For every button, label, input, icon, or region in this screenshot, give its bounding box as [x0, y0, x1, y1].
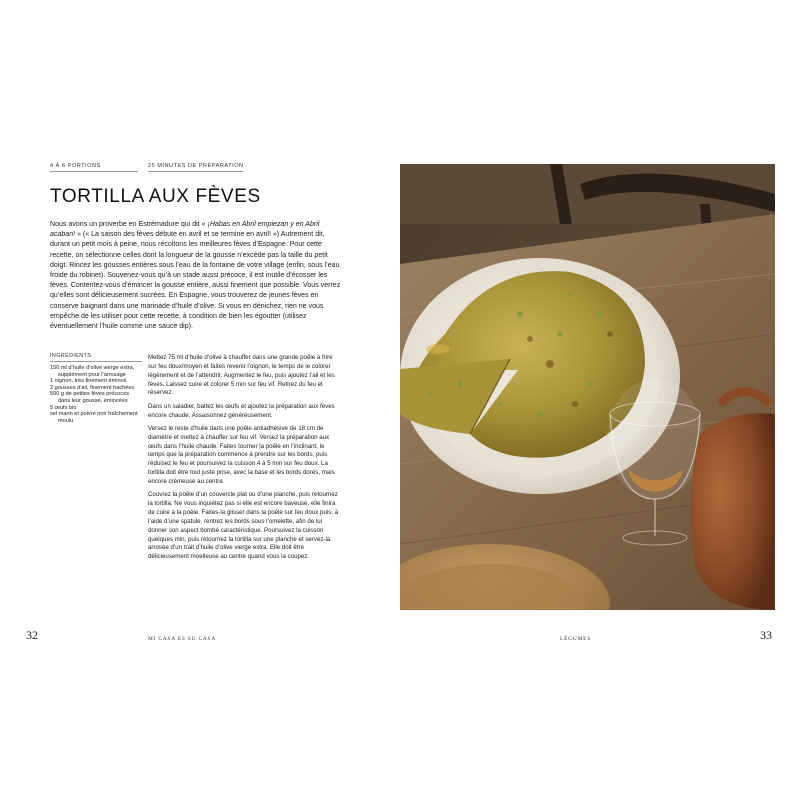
- recipe-title: TORTILLA AUX FÈVES: [50, 186, 261, 207]
- ingredient-item: 1 oignon, très finement émincé: [50, 378, 127, 385]
- tortilla-photo: [400, 164, 775, 610]
- prep-time-label: 25 MINUTES DE PRÉPARATION: [148, 163, 243, 172]
- recipe-intro: [50, 220, 342, 332]
- ingredients-section: [50, 353, 142, 424]
- method-step: Versez le reste d’huile dans une poêle antiadhésive de 18 cm de diamètre et mettez à chauffer sur feu vif. Versez la préparation aux œufs dans l’huile chaude. Faites tourner la poêle en l’inclinant, le temps que la préparation commence à prendre sur les bords, puis réduisez le feu et poursuivez la cuisson 4 à 5 min sur feu doux. La tortilla doit être tout juste prise, avec la base et les bords dorés, mais encore crémeuse au centre.: [148, 424, 335, 485]
- running-head-right: LÉGUMES: [560, 636, 592, 642]
- ingredients-heading: INGRÉDIENTS: [50, 353, 142, 362]
- ingredient-item: 2 gousses d’ail, finement hachées: [50, 384, 135, 391]
- ingredient-item: 500 g de petites fèves précoces dans leur gousse, émincées: [50, 391, 129, 404]
- ingredient-item: 150 ml d’huile d’olive vierge extra, supplément pour l’arrosage: [50, 365, 135, 378]
- intro-text-1: Nous avons un proverbe en Estrémadure qui dit «: [50, 221, 208, 228]
- method-step: Dans un saladier, battez les œufs et ajoutez la préparation aux fèves encore chaude. Assaisonnez généreusement.: [148, 402, 335, 419]
- recipe-meta: [50, 163, 390, 173]
- ingredient-item: sel marin et poivre noir fraîchement moulu: [50, 411, 138, 424]
- intro-quote: ¡Habas en Abril empiezan y en Abril acaban!: [50, 221, 320, 239]
- method-step: Couvrez la poêle d’un couvercle plat ou d’une planche, puis retournez la tortilla. Ne vous inquiétez pas si elle est encore baveuse, elle finira de cuire à la poêle. Faites-la glisser dans la poêle sur feu doux puis, à l’aide d’une spatule, rentrez les bords sous l’omelette, afin de lui donner son aspect bombé caractéristique. Poursuivez la cuisson quelques min, puis retournez la tortilla sur une planche et servez-la arrosée d’un trait d’huile d’olive vierge extra. Elle doit être délicieusement moelleuse au centre quand vous la coupez.: [148, 491, 339, 561]
- portions-label: 4 À 6 PORTIONS: [50, 163, 138, 172]
- running-head-left: MI CASA ES SU CASA: [148, 636, 217, 642]
- page-number-right: 33: [760, 628, 772, 642]
- ingredients-list: [50, 365, 142, 424]
- page-number-left: 32: [26, 628, 38, 642]
- method-step: Mettez 75 ml d’huile d’olive à chauffer dans une grande poêle à frire sur feu doux/moyen et faites revenir l’oignon, le temps de le colorer légèrement et de l’attendrir. Augmentez le feu, puis ajoutez l’ail et les fèves. Laissez cuire et colorer 5 min sur feu vif. Retirez du feu et réservez.: [148, 354, 335, 397]
- ingredient-item: 5 œufs bio: [50, 404, 77, 411]
- method-section: [148, 354, 342, 567]
- intro-text-2: » (« La saison des fèves débute en avril et se termine en avril! ») Autrement dit, durant un petit mois à peine, nous récoltons les meilleures fèves d’Espagne. Pour cette recette, on sélectionne celles dont la longueur de la gousse n’excède pas la taille du petit doigt. Rincez les gousses entières sous l’eau de la fontaine de votre village (enfin, sous l’eau froide du robinet). Souvenez-vous qu’à un stade aussi précoce, il est inutile d’écosser les fèves. Contentez-vous d’émincer la gousse entière, aussi finement que possible. Vous verrez qu’elles sont délicieusement sucrées. En Espagne, vous trouverez de jeunes fèves en conserve baignant dans une marinade d’huile d’olive. Si vous en dénichez, rien ne vous empêche de les utiliser pour cette recette, à condition de bien les égoutter (utilisez éventuellement l’huile comme une sauce dip).: [50, 231, 341, 331]
